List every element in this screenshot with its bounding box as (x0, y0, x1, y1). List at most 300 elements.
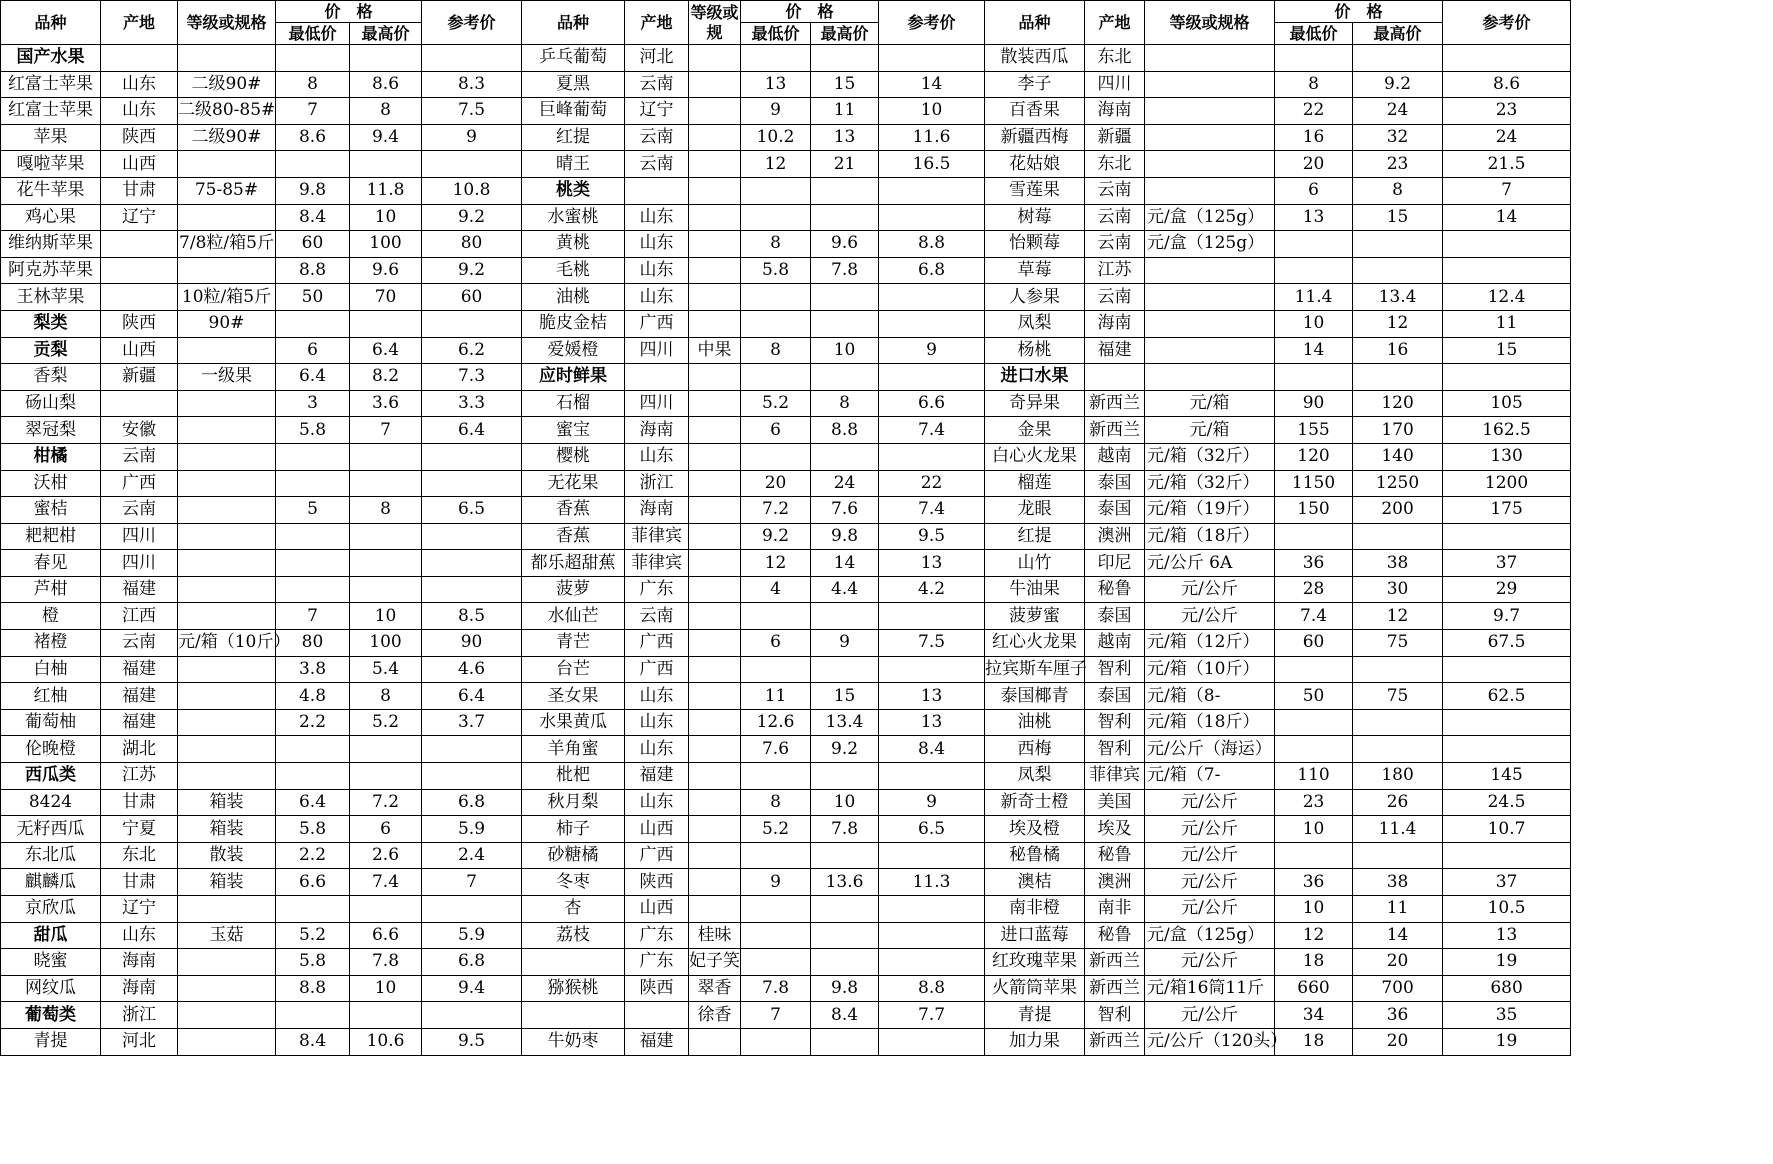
cell-ref-price: 12.4 (1443, 284, 1571, 311)
cell-ref-price (422, 1002, 522, 1029)
cell-grade (689, 417, 741, 444)
table-row (1, 45, 1571, 72)
cell-min-price: 7.4 (1275, 603, 1353, 630)
cell-ref-price (1443, 656, 1571, 683)
cell-max-price (1353, 45, 1443, 72)
cell-origin: 山西 (625, 816, 689, 843)
cell-origin (625, 1002, 689, 1029)
cell-min-price: 9 (741, 98, 811, 125)
cell-grade (1145, 151, 1275, 178)
table-row (1, 231, 1571, 258)
cell-max-price: 10.6 (350, 1028, 422, 1055)
cell-grade (689, 151, 741, 178)
table-row (1, 896, 1571, 923)
cell-min-price (741, 1028, 811, 1055)
cell-max-price (350, 1002, 422, 1029)
cell-variety: 金果 (985, 417, 1085, 444)
cell-variety: 贡梨 (1, 337, 101, 364)
cell-variety: 冬枣 (522, 869, 625, 896)
header-max: 最高价 (350, 23, 422, 45)
cell-max-price: 10 (811, 337, 879, 364)
cell-min-price: 7.8 (741, 975, 811, 1002)
cell-ref-price: 13 (879, 550, 985, 577)
cell-ref-price: 35 (1443, 1002, 1571, 1029)
cell-min-price: 9.8 (276, 177, 350, 204)
cell-min-price: 5.8 (276, 949, 350, 976)
table-row (1, 922, 1571, 949)
cell-max-price (811, 177, 879, 204)
cell-origin: 福建 (101, 683, 178, 710)
cell-max-price: 15 (1353, 204, 1443, 231)
cell-max-price (811, 443, 879, 470)
cell-min-price: 8.8 (276, 975, 350, 1002)
cell-variety: 8424 (1, 789, 101, 816)
table-row (1, 310, 1571, 337)
cell-min-price: 6.6 (276, 869, 350, 896)
cell-origin: 山东 (101, 71, 178, 98)
cell-max-price (350, 45, 422, 72)
cell-max-price: 11.8 (350, 177, 422, 204)
cell-ref-price: 10.7 (1443, 816, 1571, 843)
cell-variety: 杏 (522, 896, 625, 923)
cell-origin: 宁夏 (101, 816, 178, 843)
cell-grade (1145, 98, 1275, 125)
cell-grade (689, 177, 741, 204)
cell-ref-price: 10.5 (1443, 896, 1571, 923)
cell-max-price (811, 922, 879, 949)
cell-variety: 新疆西梅 (985, 124, 1085, 151)
cell-max-price (350, 310, 422, 337)
cell-variety: 秘鲁橘 (985, 842, 1085, 869)
cell-origin: 泰国 (1085, 470, 1145, 497)
cell-origin (101, 231, 178, 258)
cell-min-price: 8 (741, 789, 811, 816)
cell-grade: 元/箱（8- (1145, 683, 1275, 710)
cell-max-price (350, 523, 422, 550)
cell-origin: 菲律宾 (625, 550, 689, 577)
cell-ref-price: 9.5 (422, 1028, 522, 1055)
cell-max-price: 11 (1353, 896, 1443, 923)
cell-origin: 云南 (1085, 231, 1145, 258)
cell-ref-price: 37 (1443, 869, 1571, 896)
cell-origin: 辽宁 (625, 98, 689, 125)
cell-ref-price (422, 576, 522, 603)
cell-ref-price: 4.6 (422, 656, 522, 683)
cell-variety: 雪莲果 (985, 177, 1085, 204)
cell-min-price (741, 949, 811, 976)
cell-max-price (811, 364, 879, 391)
cell-grade (689, 816, 741, 843)
cell-ref-price (422, 896, 522, 923)
cell-ref-price: 3.3 (422, 390, 522, 417)
cell-max-price (811, 603, 879, 630)
cell-variety: 红提 (522, 124, 625, 151)
cell-min-price (741, 842, 811, 869)
cell-min-price (741, 763, 811, 790)
cell-max-price: 8.6 (350, 71, 422, 98)
cell-ref-price: 7.3 (422, 364, 522, 391)
cell-grade: 二级90# (178, 71, 276, 98)
cell-min-price (1275, 736, 1353, 763)
cell-variety: 砀山梨 (1, 390, 101, 417)
cell-grade (689, 603, 741, 630)
cell-origin: 安徽 (101, 417, 178, 444)
cell-min-price: 5 (276, 497, 350, 524)
cell-grade: 二级80-85# (178, 98, 276, 125)
cell-origin: 云南 (101, 443, 178, 470)
cell-ref-price: 130 (1443, 443, 1571, 470)
cell-max-price: 9.6 (350, 257, 422, 284)
cell-grade: 妃子笑 (689, 949, 741, 976)
cell-max-price: 24 (1353, 98, 1443, 125)
cell-grade (689, 683, 741, 710)
cell-max-price (1353, 656, 1443, 683)
cell-grade (178, 949, 276, 976)
cell-variety: 夏黑 (522, 71, 625, 98)
cell-min-price: 9.2 (741, 523, 811, 550)
cell-origin: 广西 (625, 630, 689, 657)
cell-grade (689, 789, 741, 816)
cell-grade: 元/箱（32斤） (1145, 443, 1275, 470)
cell-grade (689, 443, 741, 470)
cell-min-price (741, 284, 811, 311)
cell-grade (689, 896, 741, 923)
cell-min-price: 7 (276, 98, 350, 125)
cell-max-price: 15 (811, 71, 879, 98)
cell-max-price: 13.4 (811, 709, 879, 736)
cell-grade (178, 337, 276, 364)
cell-origin (101, 45, 178, 72)
cell-origin: 陕西 (625, 975, 689, 1002)
cell-min-price (276, 763, 350, 790)
cell-variety: 水果黄瓜 (522, 709, 625, 736)
cell-ref-price: 11.6 (879, 124, 985, 151)
cell-grade (689, 98, 741, 125)
table-row (1, 975, 1571, 1002)
cell-grade (178, 45, 276, 72)
cell-ref-price (1443, 736, 1571, 763)
cell-ref-price: 24 (1443, 124, 1571, 151)
cell-ref-price: 11.3 (879, 869, 985, 896)
cell-min-price: 20 (1275, 151, 1353, 178)
cell-ref-price: 9 (879, 789, 985, 816)
cell-origin: 山东 (625, 709, 689, 736)
cell-max-price (811, 842, 879, 869)
header-min: 最低价 (741, 23, 811, 45)
cell-grade: 箱装 (178, 869, 276, 896)
cell-variety: 红富士苹果 (1, 98, 101, 125)
cell-variety: 菠萝蜜 (985, 603, 1085, 630)
cell-variety: 橙 (1, 603, 101, 630)
cell-max-price: 16 (1353, 337, 1443, 364)
cell-origin: 云南 (625, 151, 689, 178)
cell-min-price (1275, 45, 1353, 72)
cell-variety: 青提 (985, 1002, 1085, 1029)
cell-origin: 辽宁 (101, 204, 178, 231)
cell-ref-price (879, 364, 985, 391)
header-min: 最低价 (276, 23, 350, 45)
table-row (1, 390, 1571, 417)
cell-variety: 褚橙 (1, 630, 101, 657)
cell-grade: 桂味 (689, 922, 741, 949)
cell-grade: 翠香 (689, 975, 741, 1002)
cell-origin: 东北 (101, 842, 178, 869)
cell-variety: 山竹 (985, 550, 1085, 577)
cell-max-price: 32 (1353, 124, 1443, 151)
cell-variety: 新奇士橙 (985, 789, 1085, 816)
cell-max-price: 170 (1353, 417, 1443, 444)
cell-min-price: 8.6 (276, 124, 350, 151)
header-price: 价 格 (276, 1, 422, 23)
cell-origin: 福建 (101, 656, 178, 683)
cell-variety: 应时鲜果 (522, 364, 625, 391)
cell-variety: 梨类 (1, 310, 101, 337)
cell-origin: 四川 (101, 523, 178, 550)
cell-origin: 山东 (625, 443, 689, 470)
cell-variety: 国产水果 (1, 45, 101, 72)
cell-ref-price: 14 (879, 71, 985, 98)
cell-max-price: 9.6 (811, 231, 879, 258)
cell-min-price: 5.2 (741, 390, 811, 417)
cell-grade (178, 736, 276, 763)
cell-max-price: 21 (811, 151, 879, 178)
cell-ref-price: 5.9 (422, 816, 522, 843)
cell-grade (689, 124, 741, 151)
cell-variety: 香梨 (1, 364, 101, 391)
table-row (1, 869, 1571, 896)
cell-min-price: 5.2 (276, 922, 350, 949)
cell-min-price (741, 656, 811, 683)
cell-origin: 四川 (1085, 71, 1145, 98)
cell-ref-price: 80 (422, 231, 522, 258)
cell-max-price: 10 (350, 603, 422, 630)
table-row (1, 630, 1571, 657)
cell-max-price (1353, 842, 1443, 869)
cell-max-price: 12 (1353, 603, 1443, 630)
cell-origin: 浙江 (625, 470, 689, 497)
cell-variety: 乒乓葡萄 (522, 45, 625, 72)
cell-origin: 山东 (625, 789, 689, 816)
cell-grade: 元/箱 (1145, 417, 1275, 444)
cell-max-price: 12 (1353, 310, 1443, 337)
cell-max-price: 3.6 (350, 390, 422, 417)
cell-grade: 箱装 (178, 816, 276, 843)
table-row (1, 497, 1571, 524)
cell-grade (689, 709, 741, 736)
cell-max-price: 30 (1353, 576, 1443, 603)
cell-min-price: 20 (741, 470, 811, 497)
cell-variety: 油桃 (522, 284, 625, 311)
cell-min-price: 8 (1275, 71, 1353, 98)
cell-min-price: 5.8 (276, 417, 350, 444)
cell-ref-price (422, 736, 522, 763)
cell-variety: 香蕉 (522, 497, 625, 524)
cell-grade: 元/箱（18斤） (1145, 709, 1275, 736)
cell-min-price (276, 470, 350, 497)
cell-min-price: 6 (741, 417, 811, 444)
cell-ref-price: 6.5 (879, 816, 985, 843)
cell-ref-price: 8.8 (879, 231, 985, 258)
cell-ref-price: 8.3 (422, 71, 522, 98)
cell-grade: 元/箱（12斤） (1145, 630, 1275, 657)
cell-grade (178, 683, 276, 710)
cell-variety (522, 949, 625, 976)
cell-grade (1145, 257, 1275, 284)
cell-grade (689, 390, 741, 417)
cell-min-price: 34 (1275, 1002, 1353, 1029)
cell-grade (689, 842, 741, 869)
cell-max-price: 20 (1353, 1028, 1443, 1055)
cell-min-price: 7 (741, 1002, 811, 1029)
cell-variety: 青芒 (522, 630, 625, 657)
cell-grade: 箱装 (178, 789, 276, 816)
cell-grade (689, 470, 741, 497)
cell-max-price: 8.8 (811, 417, 879, 444)
cell-max-price (811, 204, 879, 231)
cell-origin: 东北 (1085, 45, 1145, 72)
cell-min-price: 1150 (1275, 470, 1353, 497)
cell-grade (178, 975, 276, 1002)
cell-max-price: 26 (1353, 789, 1443, 816)
cell-min-price: 2.2 (276, 709, 350, 736)
cell-grade (178, 603, 276, 630)
cell-origin: 泰国 (1085, 603, 1145, 630)
cell-max-price (811, 896, 879, 923)
cell-max-price: 7.6 (811, 497, 879, 524)
cell-grade (689, 71, 741, 98)
cell-variety: 秋月梨 (522, 789, 625, 816)
cell-origin: 云南 (1085, 204, 1145, 231)
cell-ref-price (422, 443, 522, 470)
cell-origin: 秘鲁 (1085, 922, 1145, 949)
cell-variety: 龙眼 (985, 497, 1085, 524)
cell-grade: 元/公斤 (1145, 789, 1275, 816)
cell-min-price: 12.6 (741, 709, 811, 736)
cell-variety: 杨桃 (985, 337, 1085, 364)
cell-variety: 香蕉 (522, 523, 625, 550)
cell-max-price: 75 (1353, 683, 1443, 710)
cell-origin: 新疆 (101, 364, 178, 391)
cell-grade (689, 284, 741, 311)
cell-max-price: 38 (1353, 550, 1443, 577)
cell-min-price: 8 (741, 231, 811, 258)
cell-grade (1145, 45, 1275, 72)
cell-grade (1145, 284, 1275, 311)
cell-ref-price (1443, 257, 1571, 284)
table-row (1, 576, 1571, 603)
cell-ref-price: 9.7 (1443, 603, 1571, 630)
cell-origin: 海南 (101, 949, 178, 976)
cell-ref-price (879, 842, 985, 869)
cell-max-price (1353, 709, 1443, 736)
cell-ref-price (422, 763, 522, 790)
cell-grade: 元/公斤 (1145, 603, 1275, 630)
cell-variety: 樱桃 (522, 443, 625, 470)
cell-ref-price: 7 (1443, 177, 1571, 204)
cell-max-price: 8 (811, 390, 879, 417)
cell-origin: 山东 (101, 922, 178, 949)
cell-min-price: 80 (276, 630, 350, 657)
header-origin: 产地 (101, 1, 178, 45)
cell-min-price: 14 (1275, 337, 1353, 364)
cell-variety: 柿子 (522, 816, 625, 843)
cell-grade: 元/公斤 (1145, 869, 1275, 896)
header-row-1 (1, 1, 1571, 23)
table-row (1, 284, 1571, 311)
cell-min-price: 8 (741, 337, 811, 364)
cell-grade (178, 523, 276, 550)
cell-origin: 美国 (1085, 789, 1145, 816)
cell-grade (1145, 364, 1275, 391)
cell-ref-price (1443, 842, 1571, 869)
cell-ref-price: 7.5 (422, 98, 522, 125)
cell-ref-price: 8.8 (879, 975, 985, 1002)
table-body (1, 1, 1571, 1056)
cell-grade (178, 443, 276, 470)
cell-origin: 澳洲 (1085, 869, 1145, 896)
cell-ref-price: 105 (1443, 390, 1571, 417)
table-row (1, 736, 1571, 763)
cell-origin: 新西兰 (1085, 390, 1145, 417)
cell-origin: 澳洲 (1085, 523, 1145, 550)
cell-max-price (1353, 736, 1443, 763)
cell-variety: 榴莲 (985, 470, 1085, 497)
cell-grade (178, 656, 276, 683)
cell-origin: 新西兰 (1085, 949, 1145, 976)
cell-grade (178, 390, 276, 417)
cell-max-price (1353, 231, 1443, 258)
cell-origin: 甘肃 (101, 789, 178, 816)
cell-ref-price (879, 310, 985, 337)
cell-ref-price (879, 284, 985, 311)
cell-grade (689, 630, 741, 657)
cell-max-price: 20 (1353, 949, 1443, 976)
cell-min-price (276, 45, 350, 72)
cell-min-price: 10 (1275, 310, 1353, 337)
cell-origin: 云南 (101, 630, 178, 657)
table-row (1, 177, 1571, 204)
cell-origin: 菲律宾 (625, 523, 689, 550)
cell-origin: 海南 (625, 417, 689, 444)
cell-min-price: 6.4 (276, 789, 350, 816)
cell-origin (625, 177, 689, 204)
cell-ref-price: 60 (422, 284, 522, 311)
cell-max-price (811, 310, 879, 337)
cell-ref-price: 7.7 (879, 1002, 985, 1029)
cell-max-price: 5.2 (350, 709, 422, 736)
cell-ref-price: 6.4 (422, 683, 522, 710)
cell-origin: 云南 (101, 497, 178, 524)
cell-ref-price: 6.8 (422, 789, 522, 816)
cell-ref-price (1443, 45, 1571, 72)
cell-variety: 树莓 (985, 204, 1085, 231)
cell-grade: 散装 (178, 842, 276, 869)
cell-min-price (276, 1002, 350, 1029)
cell-max-price (350, 151, 422, 178)
cell-min-price: 5.2 (741, 816, 811, 843)
cell-min-price: 36 (1275, 869, 1353, 896)
cell-origin: 广西 (625, 842, 689, 869)
cell-max-price: 9 (811, 630, 879, 657)
cell-min-price: 7 (276, 603, 350, 630)
cell-variety: 水蜜桃 (522, 204, 625, 231)
cell-variety: 澳桔 (985, 869, 1085, 896)
cell-min-price: 18 (1275, 949, 1353, 976)
cell-grade (1145, 310, 1275, 337)
cell-variety: 网纹瓜 (1, 975, 101, 1002)
cell-ref-price: 9 (422, 124, 522, 151)
cell-min-price: 11 (741, 683, 811, 710)
